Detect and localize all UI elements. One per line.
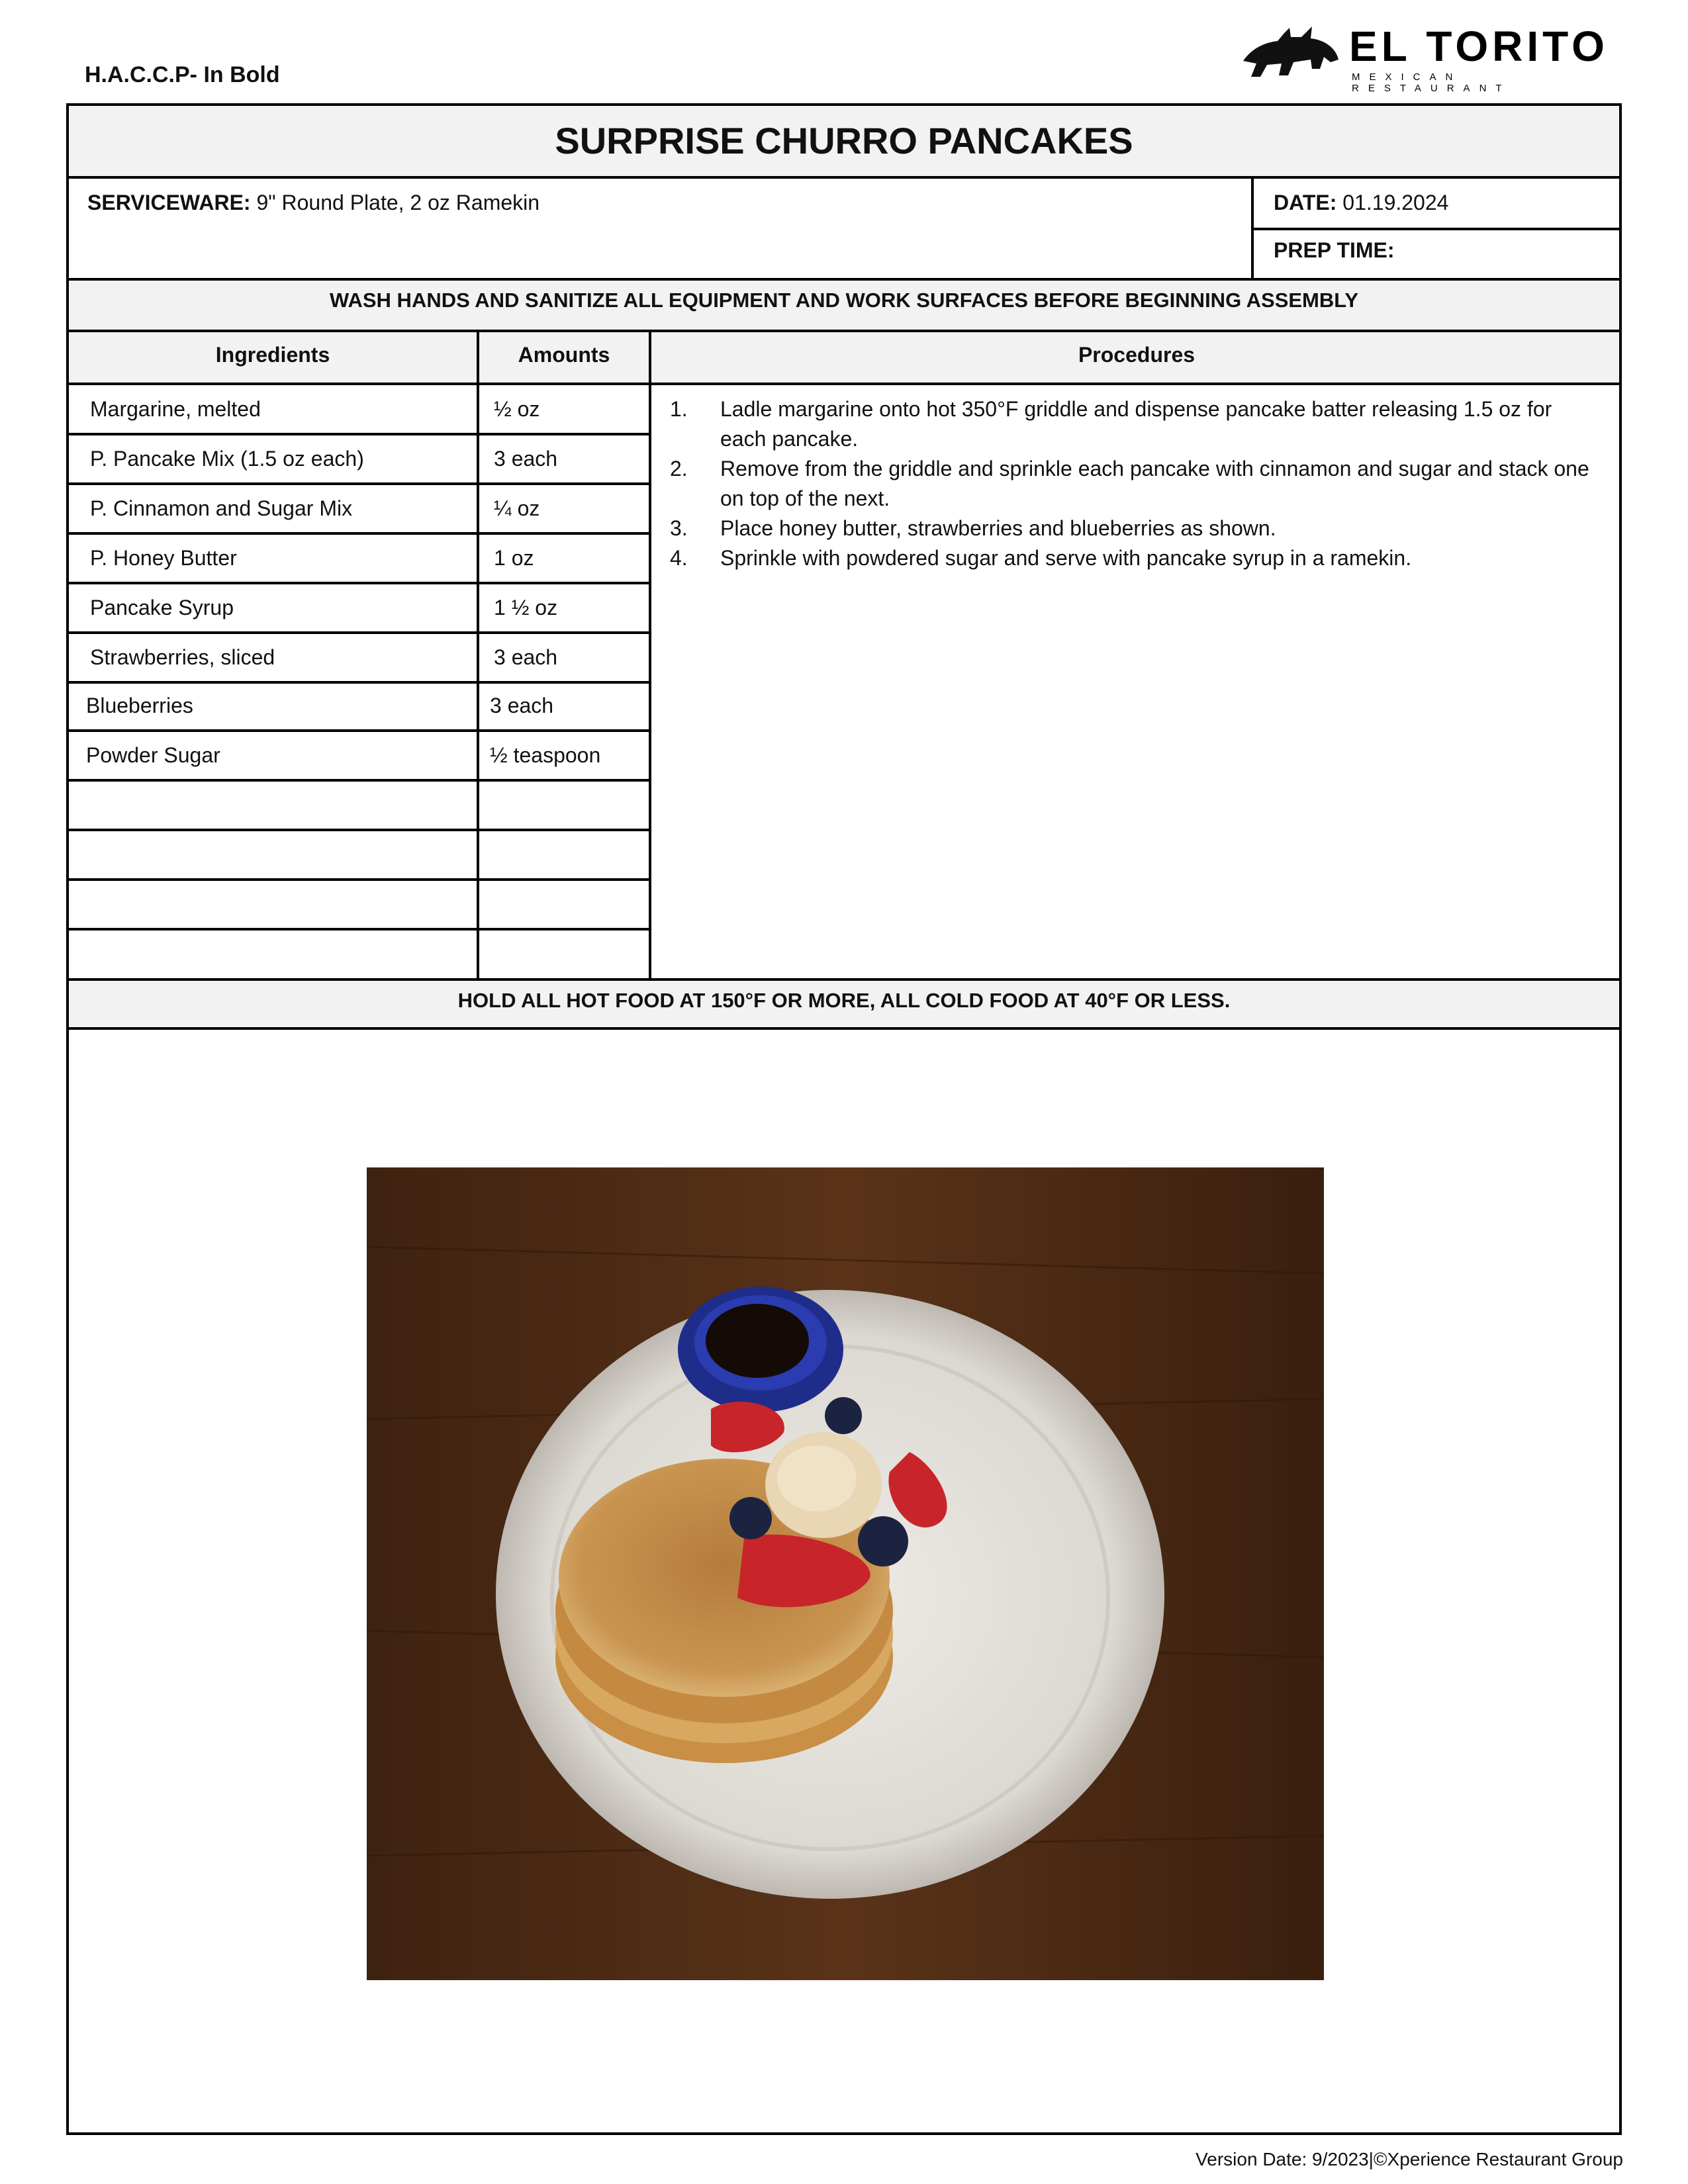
ingredient-cell: Margarine, melted <box>90 397 261 421</box>
version-footer: Version Date: 9/2023|©Xperience Restaurant Group <box>1196 2149 1623 2169</box>
procedure-step <box>670 543 1597 573</box>
logo-name: EL TORITO <box>1349 23 1609 70</box>
ingredient-cell: P. Honey Butter <box>90 546 237 570</box>
recipe-card <box>66 103 1622 2135</box>
step-text: Sprinkle with powdered sugar and serve with pancake syrup in a ramekin. <box>720 546 1412 570</box>
ingredient-cell: P. Pancake Mix (1.5 oz each) <box>90 447 364 471</box>
step-number: 4. <box>670 546 688 570</box>
amount-cell: ¼ oz <box>494 496 540 520</box>
recipe-title: SURPRISE CHURRO PANCAKES <box>555 120 1133 161</box>
step-number: 2. <box>670 457 688 480</box>
amount-cell: 3 each <box>494 447 558 471</box>
step-number: 1. <box>670 397 688 421</box>
serviceware-label: SERVICEWARE: <box>87 191 251 214</box>
hold-temperature-note: HOLD ALL HOT FOOD AT 150°F OR MORE, ALL COLD FOOD AT 40°F OR LESS. <box>457 989 1231 1012</box>
amount-cell: ½ oz <box>494 397 540 421</box>
step-text: Place honey butter, strawberries and blueberries as shown. <box>720 516 1276 540</box>
step-text: Remove from the griddle and sprinkle each pancake with cinnamon and sugar and stack one on top of the next. <box>720 457 1589 510</box>
dish-photo <box>367 1167 1324 1980</box>
date-value: 01.19.2024 <box>1336 191 1449 214</box>
bull-icon <box>1238 23 1344 82</box>
ingredients-header: Ingredients <box>215 343 330 367</box>
amount-cell: 1 oz <box>494 546 534 570</box>
amount-cell: 1 ½ oz <box>494 596 558 619</box>
haccp-note: H.A.C.C.P- In Bold <box>85 62 280 87</box>
procedure-step <box>670 394 1597 454</box>
procedure-step <box>670 454 1597 514</box>
date <box>1274 191 1448 215</box>
amounts-header: Amounts <box>518 343 610 367</box>
step-text: Ladle margarine onto hot 350°F griddle and dispense pancake batter releasing 1.5 oz for each pancake. <box>720 397 1552 451</box>
amount-cell: 3 each <box>490 694 554 717</box>
el-torito-logo <box>1238 23 1622 94</box>
logo-subtitle: MEXICAN RESTAURANT <box>1352 71 1511 94</box>
procedure-step <box>670 514 1597 543</box>
amount-cell: ½ teaspoon <box>490 743 601 767</box>
amount-cell: 3 each <box>494 645 558 669</box>
ingredient-cell: Pancake Syrup <box>90 596 234 619</box>
date-label: DATE: <box>1274 191 1337 214</box>
step-number: 3. <box>670 516 688 540</box>
ingredient-cell: Blueberries <box>86 694 193 717</box>
wash-hands-note: WASH HANDS AND SANITIZE ALL EQUIPMENT AND WORK SURFACES BEFORE BEGINNING ASSEMBLY <box>329 289 1359 312</box>
serviceware <box>87 191 539 215</box>
serviceware-value: 9" Round Plate, 2 oz Ramekin <box>250 191 540 214</box>
ingredient-cell: Powder Sugar <box>86 743 220 767</box>
prep-time-label: PREP TIME: <box>1274 238 1395 262</box>
procedures-header: Procedures <box>1078 343 1196 367</box>
procedures-list <box>670 394 1597 573</box>
ingredient-cell: Strawberries, sliced <box>90 645 275 669</box>
ingredient-cell: P. Cinnamon and Sugar Mix <box>90 496 353 520</box>
